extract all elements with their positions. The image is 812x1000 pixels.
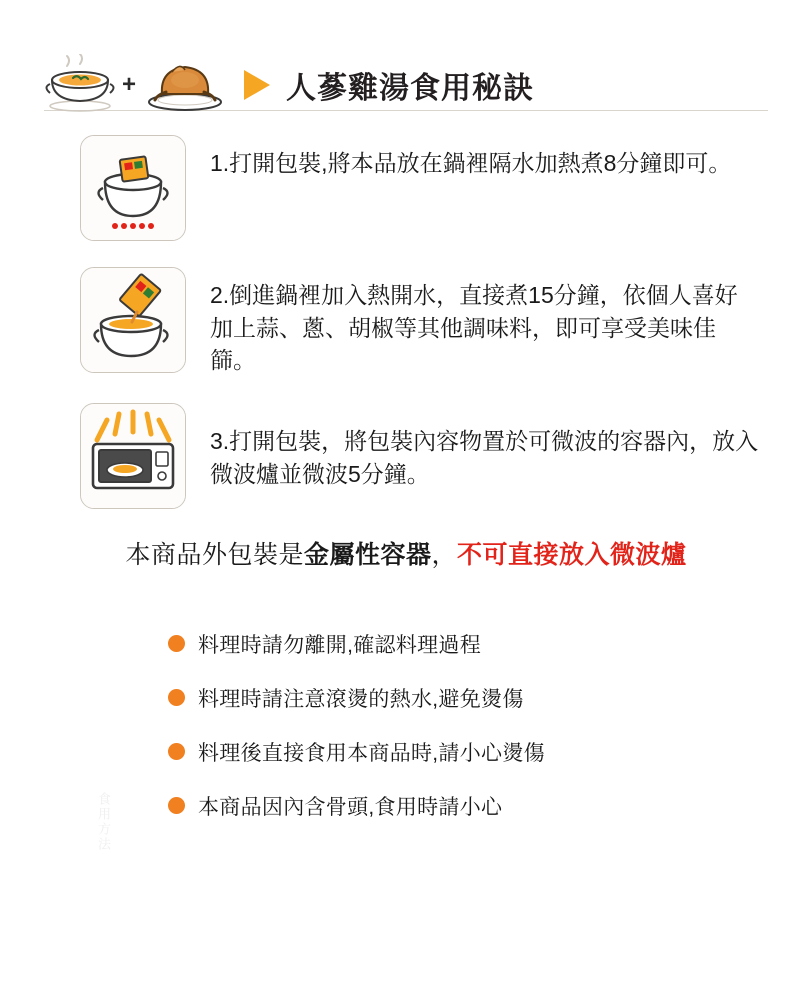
- play-triangle-icon: [244, 70, 270, 100]
- note-text: 料理後直接食用本商品時,請小心燙傷: [198, 741, 545, 765]
- note-text: 料理時請注意滾燙的熱水,避免燙傷: [198, 687, 524, 711]
- plus-sign: +: [122, 71, 137, 98]
- bullet-icon: [168, 797, 185, 814]
- note-text: 料理時請勿離開,確認料理過程: [198, 633, 482, 657]
- step-item: [80, 267, 812, 377]
- notes-list: [0, 629, 812, 821]
- side-faint-text: 食用方法: [96, 792, 111, 852]
- step-item: [80, 135, 812, 241]
- warning-comma: ，: [431, 540, 458, 569]
- pot-double-boil-icon: [80, 135, 186, 241]
- microwave-icon: [80, 403, 186, 509]
- note-text: 本商品因內含骨頭,食用時請小心: [198, 795, 503, 819]
- step-text: 3.打開包裝，將包裝內容物置於可微波的容器內，放入微波爐並微波5分鐘。: [210, 427, 759, 487]
- list-item: [168, 791, 812, 821]
- header: [0, 0, 812, 105]
- soup-bowl-icon: [44, 54, 116, 116]
- list-item: [168, 737, 812, 767]
- warning-part-2: 金屬性容器: [303, 540, 432, 569]
- step-item: [80, 403, 812, 509]
- bullet-icon: [168, 635, 185, 652]
- bullet-icon: [168, 689, 185, 706]
- steps-list: [0, 135, 812, 509]
- step-text: 2.倒進鍋裡加入熱開水，直接煮15分鐘，依個人喜好加上蒜、蔥、胡椒等其他調味料，即可享受美味佳篩。: [210, 282, 738, 374]
- roast-chicken-icon: [142, 54, 228, 116]
- list-item: [168, 629, 812, 659]
- warning-part-4: 不可直接放入微波爐: [457, 540, 687, 569]
- header-icon-group: [44, 54, 228, 116]
- list-item: [168, 683, 812, 713]
- bullet-icon: [168, 743, 185, 760]
- warning-part-1: 本商品外包裝是: [125, 540, 304, 569]
- step-text: 1.打開包裝,將本品放在鍋裡隔水加熱煮8分鐘即可。: [210, 150, 732, 176]
- pot-pour-icon: [80, 267, 186, 373]
- page-title: 人蔘雞湯食用秘訣: [286, 72, 535, 105]
- warning-line: [0, 535, 812, 571]
